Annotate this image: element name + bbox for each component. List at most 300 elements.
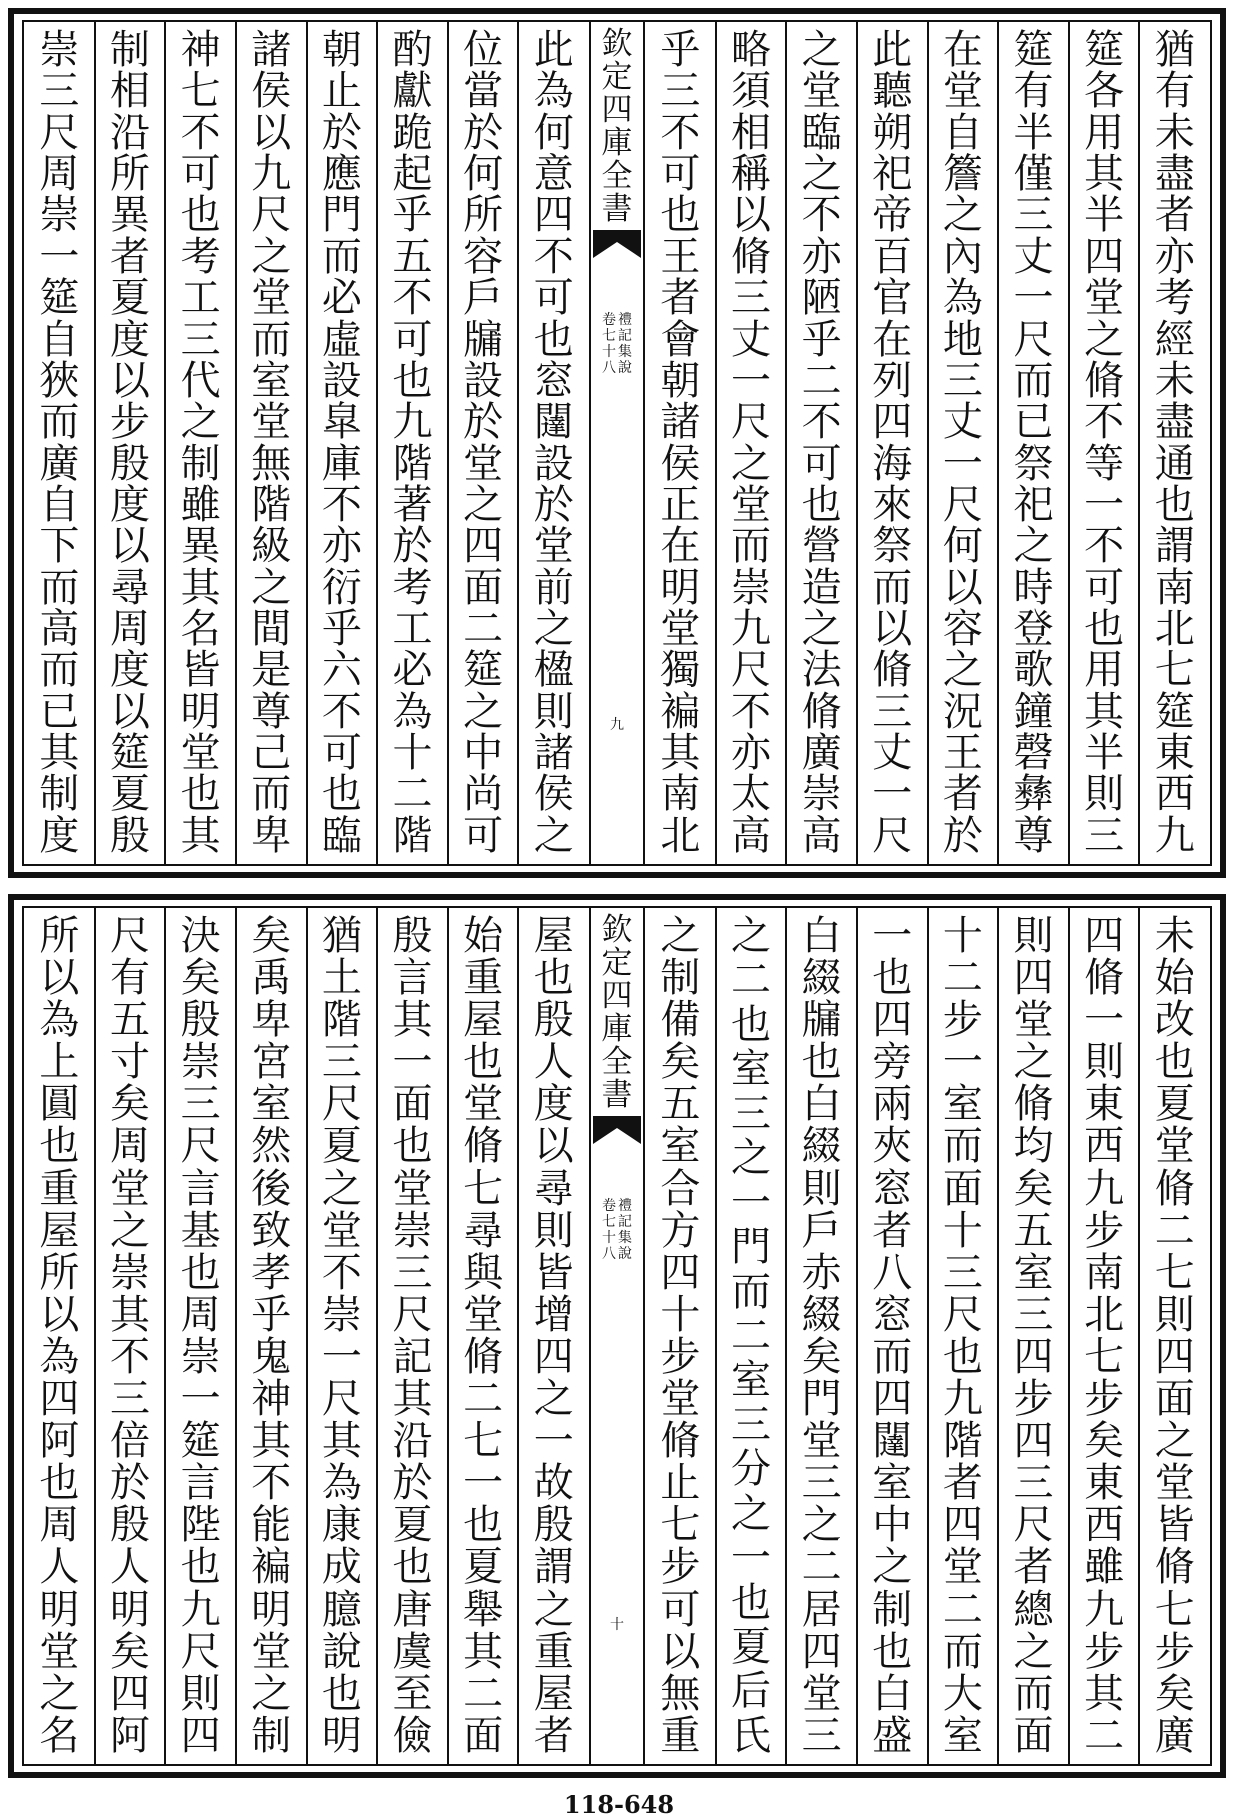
glyph: 者 [1154, 192, 1195, 239]
title-glyph: 四 [601, 978, 633, 1014]
glyph: 設 [533, 440, 574, 487]
glyph: 沿 [109, 109, 150, 156]
glyph: 不 [321, 481, 362, 528]
glyph: 人 [533, 1039, 574, 1086]
glyph: 一 [1013, 275, 1054, 322]
glyph: 不 [533, 233, 574, 280]
glyph: 步 [1013, 1376, 1054, 1423]
caption-glyph: 集 [618, 344, 632, 360]
glyph: 前 [533, 564, 574, 611]
glyph: 崇 [730, 564, 771, 611]
glyph: 堂 [1154, 1123, 1195, 1170]
glyph: 崇 [180, 1333, 221, 1380]
glyph: 三 [730, 275, 771, 322]
glyph: 崇 [180, 1039, 221, 1086]
glyph: 二 [463, 606, 504, 653]
glyph: 一 [730, 357, 771, 404]
glyph: 乎 [251, 1291, 292, 1338]
glyph: 卑 [251, 812, 292, 859]
glyph: 筵 [109, 730, 150, 777]
glyph: 階 [392, 440, 433, 487]
glyph: 殷 [533, 1502, 574, 1549]
glyph: 而 [872, 564, 913, 611]
glyph: 朝 [321, 27, 362, 73]
glyph: 土 [321, 955, 362, 1002]
glyph: 致 [251, 1207, 292, 1254]
glyph: 廣 [39, 440, 80, 487]
glyph: 褊 [660, 688, 701, 735]
caption-glyph: 七 [602, 1214, 616, 1230]
glyph: 上 [39, 1039, 80, 1086]
glyph: 則 [1084, 1039, 1125, 1086]
glyph: 殷 [109, 440, 150, 487]
glyph: 其 [392, 1376, 433, 1423]
glyph: 其 [180, 812, 221, 859]
text-column [716, 908, 787, 1764]
caption-glyph: 說 [618, 1246, 632, 1262]
glyph: 其 [1084, 688, 1125, 735]
glyph: 度 [39, 812, 80, 859]
glyph: 以 [872, 606, 913, 653]
glyph: 丈 [872, 730, 913, 777]
glyph: 列 [872, 357, 913, 404]
glyph: 考 [392, 564, 433, 611]
glyph: 三 [942, 357, 983, 404]
glyph: 後 [251, 1165, 292, 1212]
glyph: 通 [1154, 440, 1195, 487]
glyph: 也 [1154, 1039, 1195, 1086]
glyph: 兩 [872, 1081, 913, 1128]
glyph: 周 [109, 606, 150, 653]
glyph: 面 [463, 564, 504, 611]
glyph: 戶 [801, 1207, 842, 1254]
glyph: 己 [251, 730, 292, 777]
book-name [618, 312, 632, 376]
glyph: 代 [180, 357, 221, 404]
glyph: 合 [660, 1165, 701, 1212]
glyph: 工 [180, 275, 221, 322]
glyph: 室 [730, 1046, 771, 1093]
glyph: 七 [463, 1165, 504, 1212]
glyph: 也 [180, 192, 221, 239]
glyph: 尺 [180, 1123, 221, 1170]
glyph: 者 [533, 1712, 574, 1759]
glyph: 筵 [180, 1418, 221, 1465]
glyph: 脩 [872, 647, 913, 694]
glyph: 一 [872, 771, 913, 818]
glyph: 諸 [251, 27, 292, 73]
text-column [236, 908, 307, 1764]
glyph: 八 [872, 1249, 913, 1296]
caption-glyph: 說 [618, 360, 632, 376]
glyph: 阿 [39, 1418, 80, 1465]
glyph: 面 [463, 1712, 504, 1759]
glyph: 狹 [39, 357, 80, 404]
glyph: 中 [872, 1502, 913, 1549]
glyph: 脩 [463, 1333, 504, 1380]
glyph: 也 [730, 1579, 771, 1626]
glyph: 皆 [1154, 1502, 1195, 1549]
glyph: 內 [942, 233, 983, 280]
glyph: 一 [730, 1535, 771, 1582]
glyph: 一 [1084, 997, 1125, 1044]
book-title [591, 28, 643, 226]
glyph: 堂 [392, 1165, 433, 1212]
glyph: 七 [463, 1418, 504, 1465]
glyph: 倍 [109, 1418, 150, 1465]
glyph: 之 [251, 564, 292, 611]
glyph: 不 [801, 399, 842, 446]
glyph: 堂 [251, 1628, 292, 1675]
glyph: 后 [730, 1668, 771, 1715]
glyph: 之 [321, 1165, 362, 1212]
glyph: 赤 [801, 1249, 842, 1296]
glyph: 歌 [1013, 647, 1054, 694]
glyph: 自 [942, 109, 983, 156]
glyph: 衍 [321, 564, 362, 611]
glyph: 不 [321, 1249, 362, 1296]
glyph: 褊 [251, 1544, 292, 1591]
glyph: 於 [463, 399, 504, 446]
glyph: 皐 [321, 399, 362, 446]
glyph: 亦 [801, 233, 842, 280]
glyph: 屋 [463, 997, 504, 1044]
glyph: 一 [872, 913, 913, 959]
glyph: 矣 [660, 1039, 701, 1086]
glyph: 四 [1013, 1333, 1054, 1380]
center-margin-strip [589, 22, 645, 864]
glyph: 稱 [730, 151, 771, 198]
glyph: 三 [801, 1460, 842, 1507]
glyph: 牖 [801, 997, 842, 1044]
glyph: 何 [463, 151, 504, 198]
glyph: 室 [942, 1081, 983, 1128]
glyph: 止 [321, 68, 362, 115]
text-column [24, 908, 95, 1764]
glyph: 於 [533, 481, 574, 528]
glyph: 諸 [660, 399, 701, 446]
glyph: 寸 [109, 1039, 150, 1086]
glyph: 三 [730, 1090, 771, 1137]
caption-glyph: 禮 [618, 312, 632, 328]
glyph: 夏 [392, 1502, 433, 1549]
caption-glyph: 卷 [602, 1198, 616, 1214]
glyph: 面 [1013, 1712, 1054, 1759]
glyph: 旁 [872, 1039, 913, 1086]
text-column [645, 908, 716, 1764]
glyph: 尋 [109, 564, 150, 611]
glyph: 之 [801, 1502, 842, 1549]
glyph: 三 [180, 316, 221, 363]
glyph: 增 [533, 1291, 574, 1338]
title-glyph: 全 [601, 1044, 633, 1080]
glyph: 三 [872, 688, 913, 735]
glyph: 堂 [463, 1081, 504, 1128]
glyph: 綴 [801, 1291, 842, 1338]
glyph: 堂 [1084, 275, 1125, 322]
glyph: 自 [39, 316, 80, 363]
glyph: 夏 [321, 1123, 362, 1170]
glyph: 之 [942, 647, 983, 694]
glyph: 其 [321, 1418, 362, 1465]
glyph: 不 [730, 688, 771, 735]
glyph: 一 [463, 1460, 504, 1507]
glyph: 始 [1154, 955, 1195, 1002]
glyph: 位 [463, 27, 504, 73]
glyph: 牖 [463, 316, 504, 363]
glyph: 者 [660, 275, 701, 322]
text-column [1139, 908, 1210, 1764]
glyph: 明 [321, 1712, 362, 1759]
glyph: 綴 [801, 1123, 842, 1170]
glyph: 營 [801, 523, 842, 570]
glyph: 西 [1084, 1502, 1125, 1549]
glyph: 則 [533, 688, 574, 735]
glyph: 矣 [109, 1628, 150, 1675]
glyph: 九 [1084, 1586, 1125, 1633]
glyph: 二 [801, 1544, 842, 1591]
glyph: 九 [251, 151, 292, 198]
glyph: 高 [801, 812, 842, 859]
glyph: 簷 [942, 151, 983, 198]
glyph: 必 [321, 275, 362, 322]
glyph: 備 [660, 997, 701, 1044]
glyph: 二 [730, 957, 771, 1004]
glyph: 尺 [180, 1628, 221, 1675]
text-column [716, 22, 787, 864]
glyph: 侯 [251, 68, 292, 115]
glyph: 廣 [801, 730, 842, 777]
glyph: 則 [1013, 913, 1054, 959]
title-glyph: 四 [601, 92, 633, 128]
glyph: 以 [251, 109, 292, 156]
glyph: 尋 [463, 1207, 504, 1254]
glyph: 者 [942, 771, 983, 818]
glyph: 三 [1013, 192, 1054, 239]
glyph: 二 [1154, 1207, 1195, 1254]
glyph: 也 [392, 357, 433, 404]
glyph: 者 [942, 1460, 983, 1507]
glyph: 步 [1084, 1376, 1125, 1423]
glyph: 尺 [251, 192, 292, 239]
glyph: 堂 [942, 1544, 983, 1591]
glyph: 乎 [801, 316, 842, 363]
glyph: 階 [321, 997, 362, 1044]
glyph: 屋 [39, 1207, 80, 1254]
glyph: 不 [1084, 523, 1125, 570]
glyph: 步 [942, 997, 983, 1044]
glyph: 尺 [39, 109, 80, 156]
glyph: 之 [1013, 523, 1054, 570]
glyph: 虛 [321, 316, 362, 363]
glyph: 窓 [872, 1165, 913, 1212]
glyph: 用 [1084, 647, 1125, 694]
glyph: 也 [180, 771, 221, 818]
glyph: 可 [660, 1586, 701, 1633]
glyph: 有 [1154, 68, 1195, 115]
glyph: 尺 [109, 913, 150, 959]
glyph: 尺 [942, 1291, 983, 1338]
glyph: 尋 [533, 1165, 574, 1212]
caption-glyph: 七 [602, 328, 616, 344]
glyph: 康 [321, 1502, 362, 1549]
glyph: 門 [321, 192, 362, 239]
glyph: 虞 [392, 1628, 433, 1675]
glyph: 雖 [1084, 1544, 1125, 1591]
glyph: 神 [180, 27, 221, 73]
glyph: 之 [1013, 1628, 1054, 1675]
glyph: 制 [180, 440, 221, 487]
glyph: 則 [180, 1670, 221, 1717]
glyph: 三 [1013, 1291, 1054, 1338]
glyph: 之 [533, 606, 574, 653]
glyph: 西 [1084, 1123, 1125, 1170]
glyph: 大 [942, 1670, 983, 1717]
glyph: 亦 [1154, 233, 1195, 280]
glyph: 四 [1013, 1418, 1054, 1465]
glyph: 也 [801, 481, 842, 528]
glyph: 已 [39, 688, 80, 735]
volume-caption [593, 312, 641, 376]
glyph: 止 [660, 1460, 701, 1507]
glyph: 也 [1154, 481, 1195, 528]
glyph: 筵 [1154, 688, 1195, 735]
glyph: 重 [463, 955, 504, 1002]
text-column [307, 22, 378, 864]
text-column [165, 22, 236, 864]
glyph: 其 [660, 730, 701, 777]
glyph: 之 [463, 481, 504, 528]
glyph: 三 [392, 1249, 433, 1296]
glyph: 室 [872, 1460, 913, 1507]
caption-glyph: 十 [602, 1230, 616, 1246]
glyph: 會 [660, 316, 701, 363]
glyph: 其 [392, 997, 433, 1044]
glyph: 之 [660, 913, 701, 959]
glyph: 在 [660, 523, 701, 570]
glyph: 尺 [872, 812, 913, 859]
glyph: 殷 [180, 997, 221, 1044]
glyph: 何 [533, 109, 574, 156]
glyph: 二 [463, 1376, 504, 1423]
glyph: 可 [660, 151, 701, 198]
glyph: 之 [39, 1670, 80, 1717]
glyph: 應 [321, 151, 362, 198]
glyph: 以 [39, 955, 80, 1002]
glyph: 丈 [1013, 233, 1054, 280]
glyph: 室 [1013, 1249, 1054, 1296]
glyph: 言 [180, 1165, 221, 1212]
text-column [998, 22, 1069, 864]
fishtail-mark-icon [593, 230, 641, 258]
glyph: 六 [321, 647, 362, 694]
glyph: 矣 [1084, 1418, 1125, 1465]
glyph: 陋 [801, 275, 842, 322]
glyph: 之 [801, 27, 842, 73]
glyph: 面 [1154, 1376, 1195, 1423]
glyph: 圓 [39, 1081, 80, 1128]
text-column [448, 22, 519, 864]
glyph: 之 [251, 1670, 292, 1717]
glyph: 跪 [392, 109, 433, 156]
glyph: 侯 [533, 771, 574, 818]
glyph: 諸 [533, 730, 574, 777]
glyph: 之 [730, 1135, 771, 1182]
glyph: 亦 [321, 523, 362, 570]
glyph: 屋 [533, 1670, 574, 1717]
glyph: 之 [872, 1544, 913, 1591]
glyph: 未 [1154, 913, 1195, 959]
glyph: 三 [109, 1376, 150, 1423]
volume-number [602, 312, 616, 376]
glyph: 神 [251, 1376, 292, 1423]
glyph: 半 [1084, 192, 1125, 239]
glyph: 高 [730, 812, 771, 859]
glyph: 則 [801, 1165, 842, 1212]
glyph: 半 [1013, 109, 1054, 156]
glyph: 三 [1084, 812, 1125, 859]
glyph: 帝 [872, 192, 913, 239]
glyph: 四 [463, 523, 504, 570]
glyph: 而 [872, 1333, 913, 1380]
glyph: 度 [109, 316, 150, 363]
glyph: 步 [660, 1333, 701, 1380]
center-margin-strip [589, 908, 645, 1764]
glyph: 明 [660, 564, 701, 611]
glyph: 矣 [109, 1081, 150, 1128]
glyph: 可 [801, 440, 842, 487]
glyph: 均 [1013, 1123, 1054, 1170]
glyph: 也 [39, 1123, 80, 1170]
glyph: 與 [463, 1249, 504, 1296]
glyph: 則 [1084, 771, 1125, 818]
glyph: 也 [321, 1670, 362, 1717]
glyph: 楹 [533, 647, 574, 694]
glyph: 陛 [180, 1502, 221, 1549]
glyph: 臨 [801, 109, 842, 156]
glyph: 也 [730, 1001, 771, 1048]
glyph: 氏 [730, 1712, 771, 1759]
glyph: 殷 [392, 913, 433, 959]
glyph: 門 [801, 1376, 842, 1423]
glyph: 三 [730, 1401, 771, 1448]
glyph: 為 [942, 275, 983, 322]
glyph: 也 [660, 192, 701, 239]
leaf-number: 十 [610, 1617, 624, 1633]
glyph: 堂 [730, 481, 771, 528]
text-column [377, 22, 448, 864]
glyph: 丈 [730, 316, 771, 363]
glyph: 四 [801, 1628, 842, 1675]
glyph: 起 [392, 151, 433, 198]
glyph: 九 [730, 606, 771, 653]
glyph: 以 [109, 523, 150, 570]
glyph: 孝 [251, 1249, 292, 1296]
glyph: 自 [39, 481, 80, 528]
glyph: 乎 [660, 27, 701, 73]
glyph: 人 [109, 1544, 150, 1591]
glyph: 度 [533, 1081, 574, 1128]
glyph: 三 [180, 1081, 221, 1128]
glyph: 闥 [533, 399, 574, 446]
glyph: 制 [872, 1586, 913, 1633]
glyph: 之 [1084, 316, 1125, 363]
glyph: 地 [942, 316, 983, 363]
glyph: 四 [942, 1502, 983, 1549]
glyph: 卑 [251, 997, 292, 1044]
glyph: 謂 [1154, 523, 1195, 570]
glyph: 時 [1013, 564, 1054, 611]
